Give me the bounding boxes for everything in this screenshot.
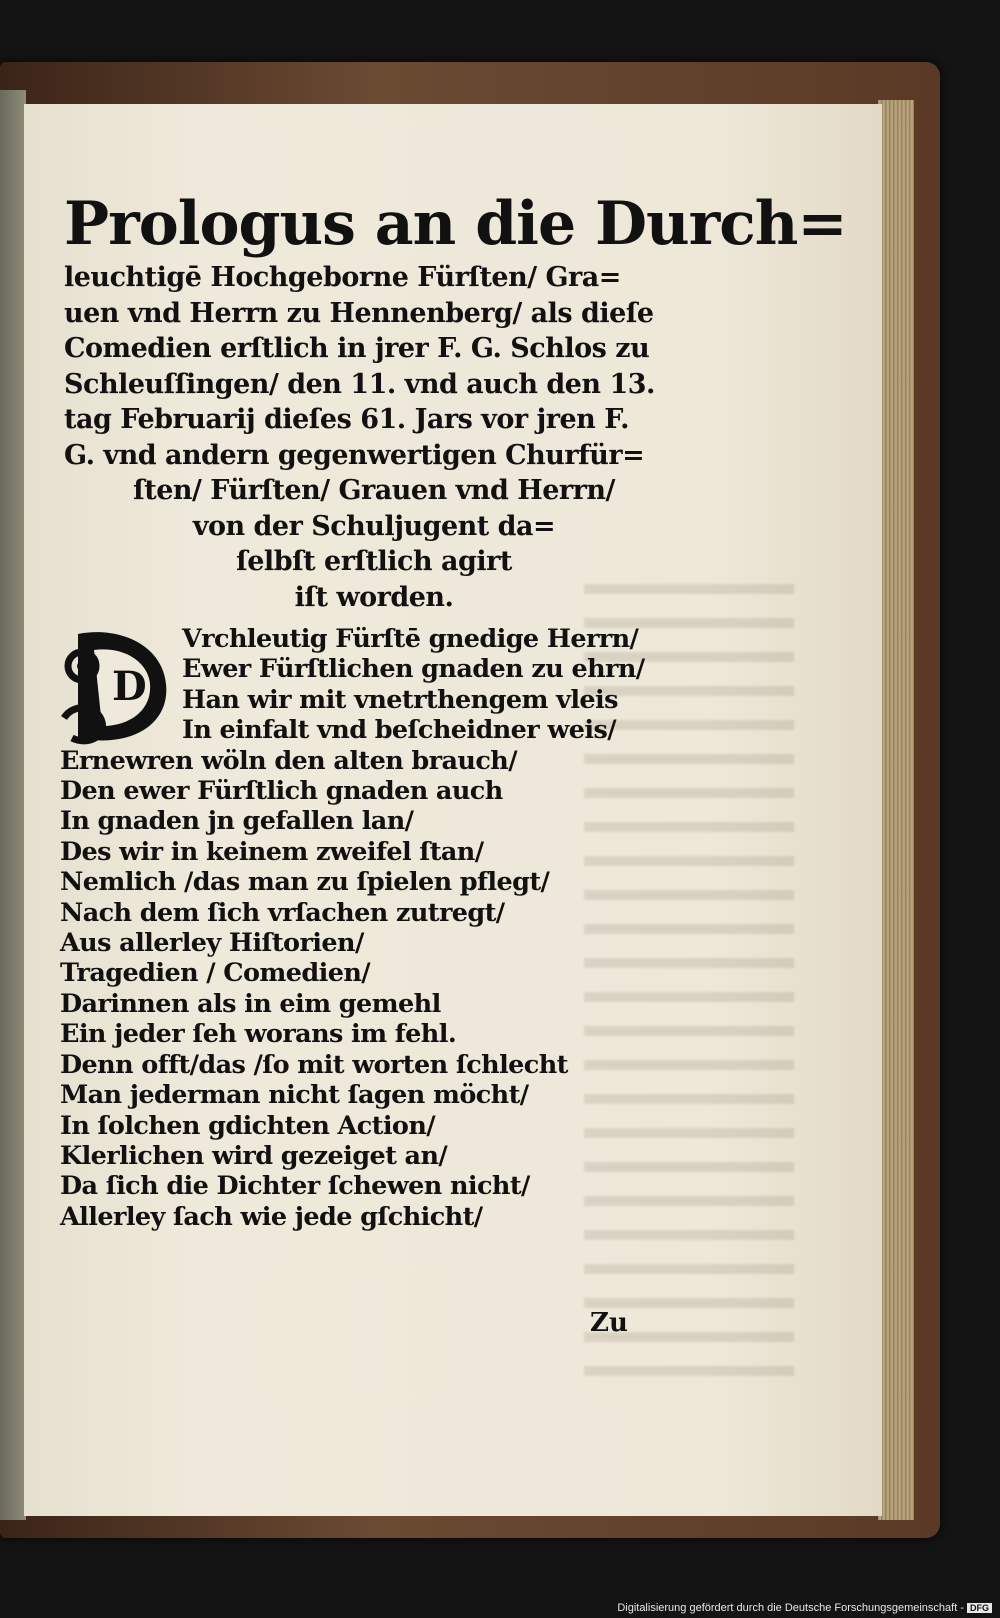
verse-line: Ein jeder ſeh worans im fehl. bbox=[60, 1019, 457, 1050]
verse-line: Ernewren wöln den alten brauch/ bbox=[60, 745, 517, 776]
heading-line: von der Schuljugent da= bbox=[192, 510, 556, 542]
drop-cap-letter: D bbox=[112, 663, 147, 710]
heading-line: G. vnd andern gegenwertigen Churfür= bbox=[64, 439, 645, 471]
heading-title: Prologus an die Durch= bbox=[64, 189, 847, 259]
verse-line: Allerley ſach wie jede gſchicht/ bbox=[60, 1201, 483, 1232]
heading-lines bbox=[64, 260, 684, 615]
book-page bbox=[24, 104, 882, 1516]
verse-line: Ewer Fürſtlichen gnaden zu ehrn/ bbox=[182, 654, 645, 685]
heading-line: Schleuſſingen/ den 11. vnd auch den 13. bbox=[64, 368, 655, 400]
verse-line: Nemlich /das man zu ſpielen pflegt/ bbox=[60, 867, 550, 898]
heading-line: tag Februarij dieſes 61. Jars vor jren F. bbox=[64, 404, 630, 435]
verse-line: In einfalt vnd beſcheidner weis/ bbox=[182, 715, 616, 746]
verse-line: In ſolchen gdichten Action/ bbox=[60, 1110, 435, 1141]
heading-line: iſt worden. bbox=[294, 581, 454, 613]
prologue-heading bbox=[64, 188, 847, 615]
verse-line: In gnaden jn gefallen lan/ bbox=[60, 806, 414, 837]
verse-line: Aus allerley Hiſtorien/ bbox=[60, 928, 364, 959]
left-cover-board bbox=[0, 90, 26, 1520]
page-edges bbox=[878, 100, 914, 1520]
heading-line: Comedien erſtlich in jrer F. G. Schlos zu bbox=[64, 333, 650, 364]
heading-line: ſelbſt erſtlich agirt bbox=[236, 546, 512, 577]
verse-line: Denn offt/das /ſo mit worten ſchlecht bbox=[60, 1049, 568, 1080]
footer-credit bbox=[0, 1602, 992, 1614]
verse-line: Des wir in keinem zweifel ſtan/ bbox=[60, 836, 484, 867]
verse-line: Man jederman nicht ſagen möcht/ bbox=[60, 1080, 529, 1111]
verse-line: Den ewer Fürſtlich gnaden auch bbox=[60, 776, 503, 807]
verse-lines bbox=[60, 624, 680, 1232]
dfg-logo: DFG bbox=[967, 1603, 992, 1613]
verse-line: Vrchleutig Fürſtē gnedige Herrn/ bbox=[182, 624, 639, 654]
heading-line: ſten/ Fürſten/ Grauen vnd Herrn/ bbox=[133, 475, 615, 506]
verse-line: Tragedien / Comedien/ bbox=[60, 958, 370, 989]
verse-line: Klerlichen wird gezeiget an/ bbox=[60, 1140, 448, 1171]
heading-line: uen vnd Herrn zu Hennenberg/ als dieſe bbox=[64, 297, 654, 329]
verse-line: Nach dem ſich vrſachen zutregt/ bbox=[60, 897, 505, 928]
footer-text: Digitalisierung gefördert durch die Deutsche Forschungsgemeinschaft - bbox=[617, 1602, 964, 1614]
heading-line: leuchtigē Hochgeborne Fürſten/ Gra= bbox=[64, 262, 621, 293]
catchword: Zu bbox=[590, 1308, 628, 1338]
verse-line: Da ſich die Dichter ſchewen nicht/ bbox=[60, 1171, 530, 1202]
verse-line: Darinnen als in eim gemehl bbox=[60, 988, 441, 1019]
verse-line: Han wir mit vnetrthengem vleis bbox=[182, 684, 618, 715]
